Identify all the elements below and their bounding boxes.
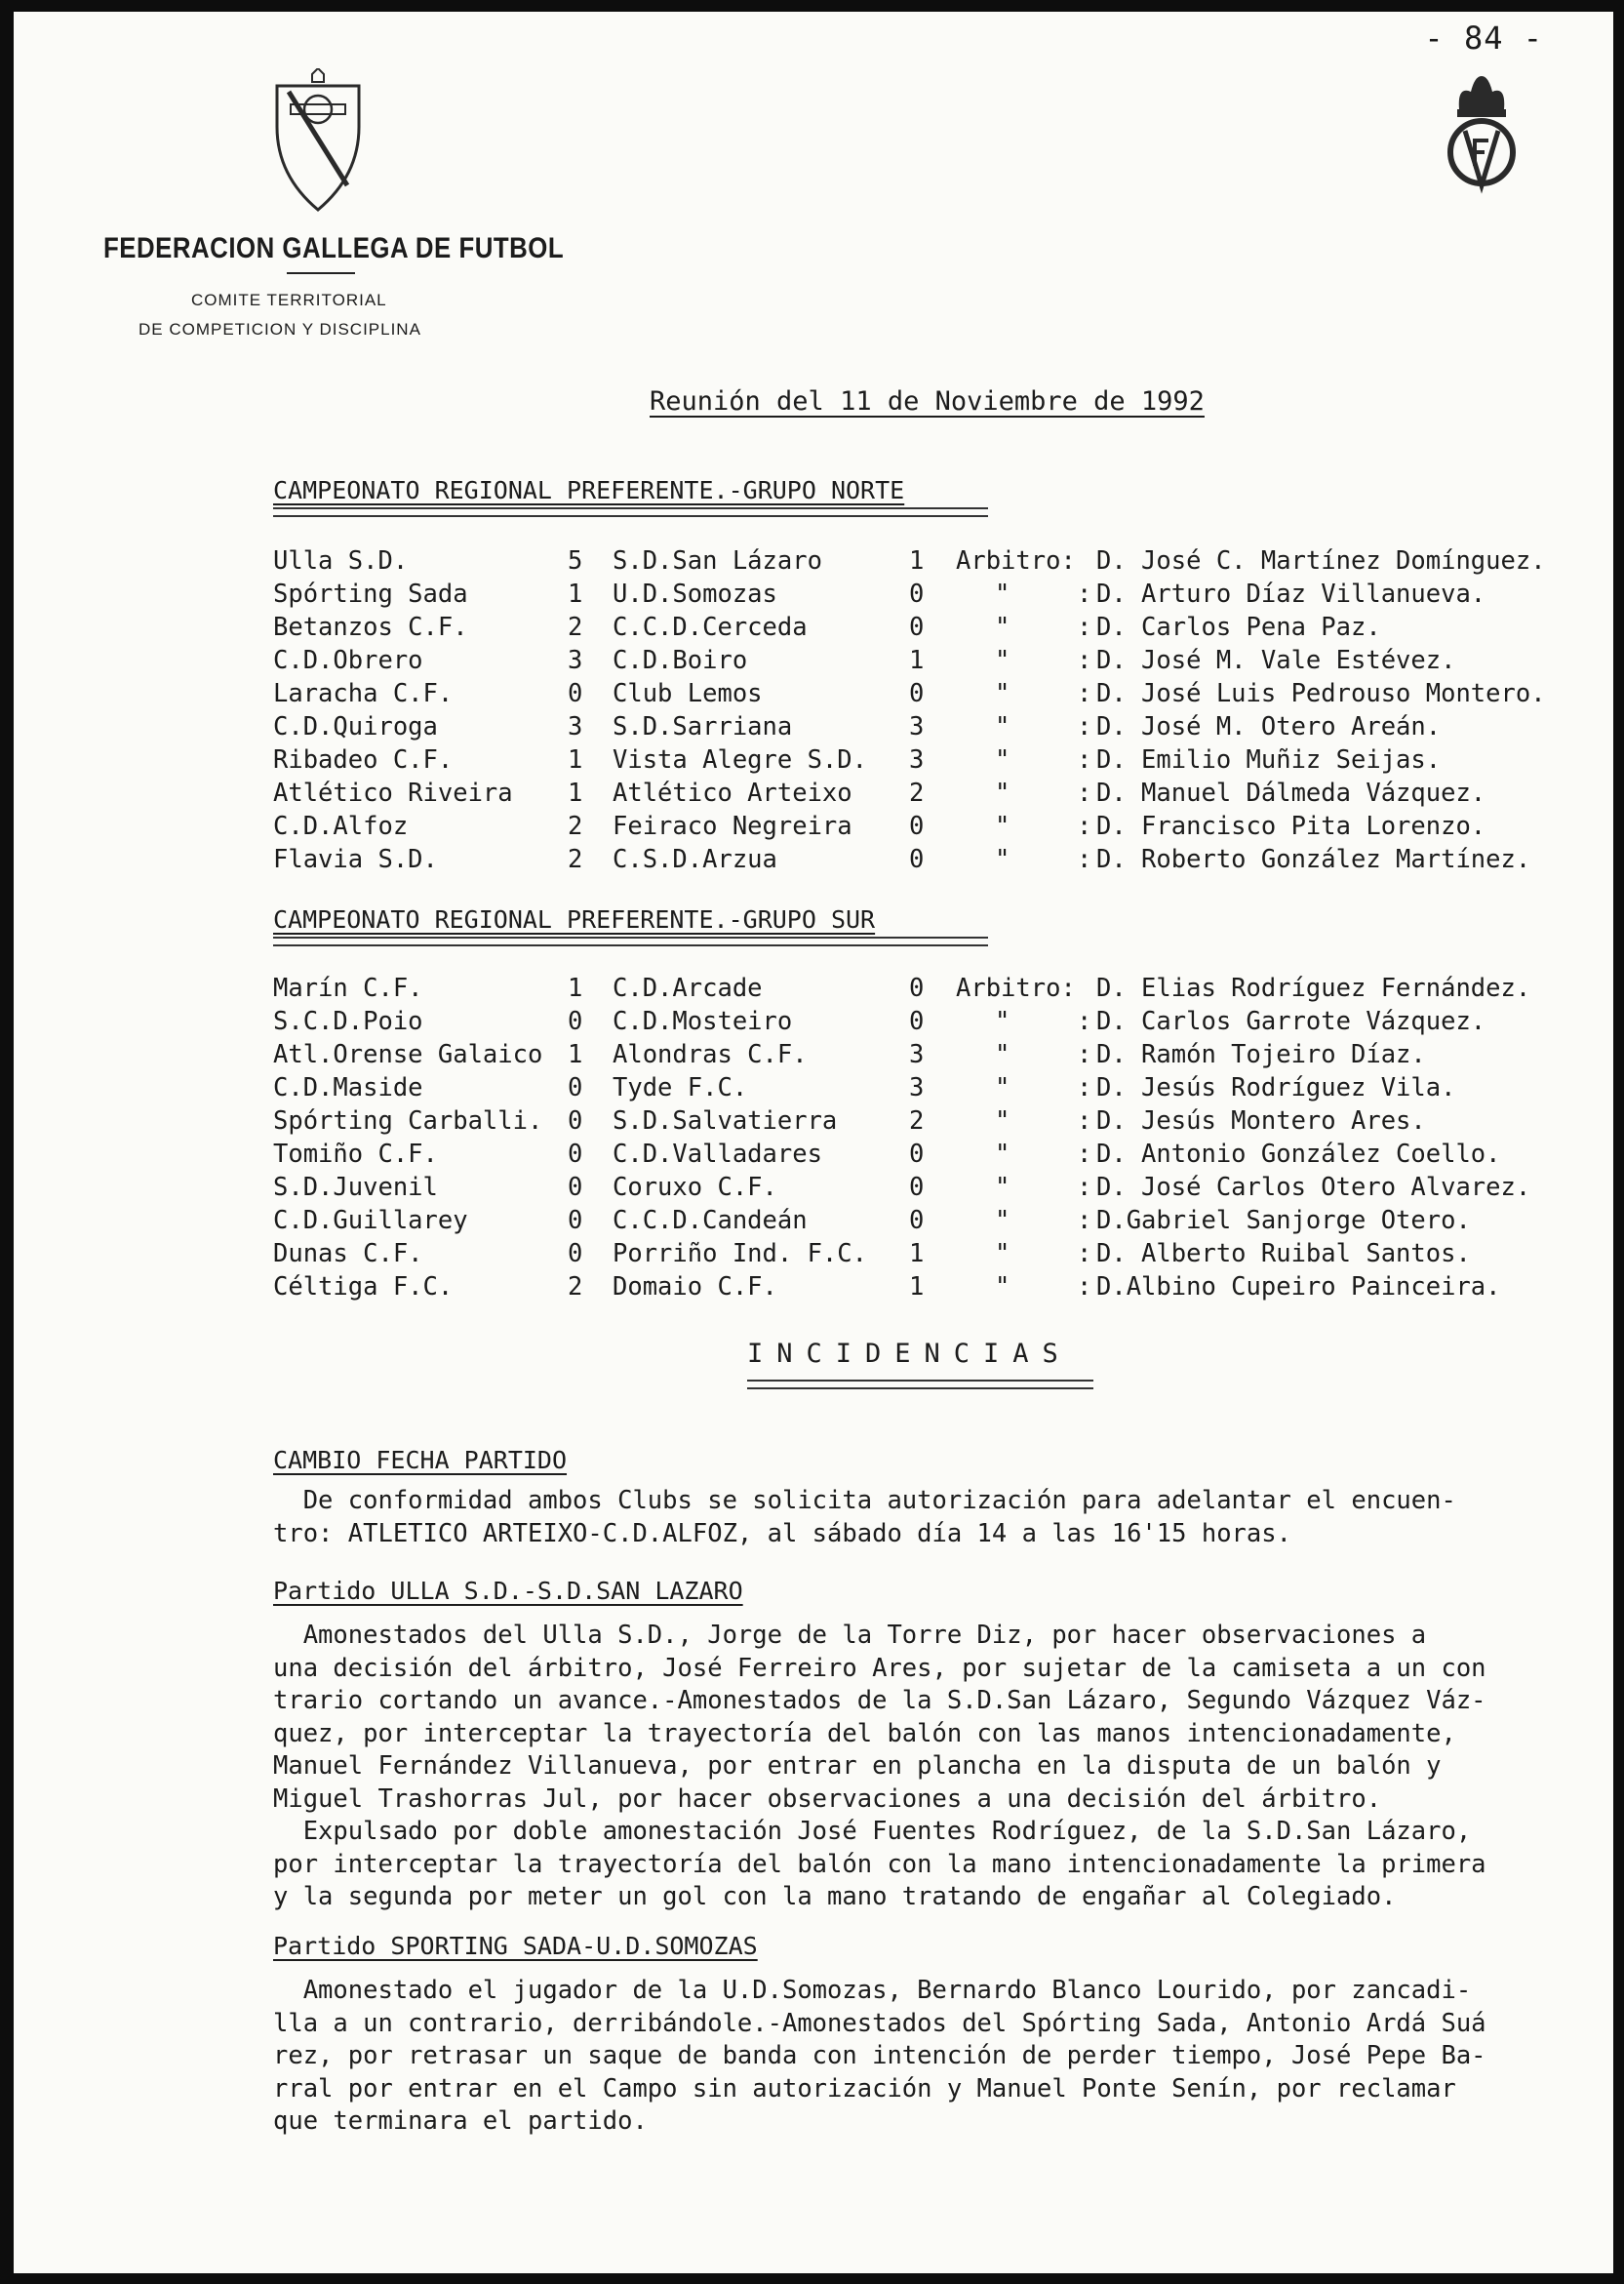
home-score: 1 <box>568 745 583 775</box>
away-team: Domaio C.F. <box>613 1272 777 1302</box>
section-rule-norte <box>273 507 988 517</box>
referee-name: D. Ramón Tojeiro Díaz. <box>1096 1040 1426 1069</box>
home-team: S.D.Juvenil <box>273 1173 438 1202</box>
referee-name: D. Jesús Rodríguez Vila. <box>1096 1073 1456 1102</box>
away-team: Porriño Ind. F.C. <box>613 1239 867 1268</box>
meeting-title: Reunión del 11 de Noviembre de 1992 <box>650 386 1205 417</box>
home-team: Céltiga F.C. <box>273 1272 454 1302</box>
home-team: C.D.Alfoz <box>273 812 409 841</box>
away-team: U.D.Somozas <box>613 580 777 609</box>
away-team: Coruxo C.F. <box>613 1173 777 1202</box>
referee-label: " <box>995 1272 1010 1302</box>
home-team: S.C.D.Poio <box>273 1007 423 1036</box>
home-score: 2 <box>568 1272 583 1302</box>
colon: : <box>1077 1073 1092 1102</box>
colon: : <box>1077 646 1092 675</box>
home-team: Atlético Riveira <box>273 779 513 808</box>
committee-line-1: COMITE TERRITORIAL <box>191 291 387 309</box>
home-score: 1 <box>568 974 583 1003</box>
away-score: 0 <box>909 613 925 642</box>
referee-name: D.Gabriel Sanjorge Otero. <box>1096 1206 1471 1235</box>
home-score: 0 <box>568 1239 583 1268</box>
home-score: 0 <box>568 1007 583 1036</box>
away-team: S.D.Salvatierra <box>613 1106 838 1136</box>
away-score: 3 <box>909 745 925 775</box>
referee-name: D.Albino Cupeiro Painceira. <box>1096 1272 1501 1302</box>
referee-name: D. José Luis Pedrouso Montero. <box>1096 679 1546 708</box>
home-score: 0 <box>568 1206 583 1235</box>
away-score: 0 <box>909 845 925 874</box>
home-team: Ulla S.D. <box>273 546 409 576</box>
incident-text-cambio-fecha: De conformidad ambos Clubs se solicita autorización para adelantar el encuen- tro: ATLETICO ARTEIXO-C.D.ALFOZ, al sábado día 14 a las 16'15 horas. <box>273 1486 1456 1548</box>
referee-label: " <box>995 646 1010 675</box>
referee-label: " <box>995 1206 1010 1235</box>
away-score: 1 <box>909 1239 925 1268</box>
referee-label: " <box>995 679 1010 708</box>
referee-name: D. Francisco Pita Lorenzo. <box>1096 812 1486 841</box>
section-rule-sur <box>273 937 988 946</box>
home-team: Atl.Orense Galaico <box>273 1040 543 1069</box>
home-score: 0 <box>568 1140 583 1169</box>
home-team: Spórting Sada <box>273 580 468 609</box>
referee-label: " <box>995 1040 1010 1069</box>
page-number: - 84 - <box>1424 20 1543 57</box>
home-score: 2 <box>568 845 583 874</box>
away-team: C.C.D.Cerceda <box>613 613 808 642</box>
away-team: S.D.San Lázaro <box>613 546 822 576</box>
colon: : <box>1077 812 1092 841</box>
referee-name: D. Arturo Díaz Villanueva. <box>1096 580 1486 609</box>
referee-name: D. Manuel Dálmeda Vázquez. <box>1096 779 1486 808</box>
away-score: 0 <box>909 580 925 609</box>
away-team: Club Lemos <box>613 679 763 708</box>
home-score: 0 <box>568 1073 583 1102</box>
colon: : <box>1077 1206 1092 1235</box>
colon: : <box>1077 679 1092 708</box>
home-score: 1 <box>568 779 583 808</box>
home-team: Spórting Carballi. <box>273 1106 543 1136</box>
away-team: C.C.D.Candeán <box>613 1206 808 1235</box>
away-score: 1 <box>909 546 925 576</box>
referee-label: " <box>995 712 1010 741</box>
referee-name: D. José C. Martínez Domínguez. <box>1096 546 1546 576</box>
referee-label: " <box>995 1173 1010 1202</box>
away-team: C.D.Arcade <box>613 974 763 1003</box>
colon: : <box>1077 580 1092 609</box>
crown-crest-logo <box>1438 70 1525 197</box>
referee-name: D. Jesús Montero Ares. <box>1096 1106 1426 1136</box>
referee-name: D. José M. Otero Areán. <box>1096 712 1442 741</box>
referee-name: D. Carlos Pena Paz. <box>1096 613 1381 642</box>
referee-label: " <box>995 1106 1010 1136</box>
referee-label: " <box>995 845 1010 874</box>
home-score: 1 <box>568 1040 583 1069</box>
home-team: Flavia S.D. <box>273 845 438 874</box>
colon: : <box>1077 1239 1092 1268</box>
home-score: 2 <box>568 613 583 642</box>
away-score: 0 <box>909 1206 925 1235</box>
colon: : <box>1077 779 1092 808</box>
home-team: C.D.Maside <box>273 1073 423 1102</box>
away-score: 0 <box>909 812 925 841</box>
away-score: 1 <box>909 1272 925 1302</box>
away-score: 0 <box>909 1140 925 1169</box>
home-team: Ribadeo C.F. <box>273 745 454 775</box>
incident-heading-ulla-sanlazaro: Partido ULLA S.D.-S.D.SAN LAZARO <box>273 1577 743 1605</box>
referee-name: D. José M. Vale Estévez. <box>1096 646 1456 675</box>
away-score: 3 <box>909 1073 925 1102</box>
away-score: 1 <box>909 646 925 675</box>
referee-label: " <box>995 745 1010 775</box>
home-team: C.D.Obrero <box>273 646 423 675</box>
referee-name: D. Roberto González Martínez. <box>1096 845 1531 874</box>
federation-name: FEDERACION GALLEGA DE FUTBOL <box>103 232 565 264</box>
away-team: Vista Alegre S.D. <box>613 745 867 775</box>
referee-name: D. José Carlos Otero Alvarez. <box>1096 1173 1531 1202</box>
colon: : <box>1077 712 1092 741</box>
home-score: 0 <box>568 1106 583 1136</box>
colon: : <box>1077 613 1092 642</box>
referee-label: " <box>995 580 1010 609</box>
referee-name: D. Antonio González Coello. <box>1096 1140 1501 1169</box>
away-team: Tyde F.C. <box>613 1073 748 1102</box>
referee-label: " <box>995 1007 1010 1036</box>
home-score: 0 <box>568 1173 583 1202</box>
colon: : <box>1077 1007 1092 1036</box>
home-score: 1 <box>568 580 583 609</box>
section-title-sur: CAMPEONATO REGIONAL PREFERENTE.-GRUPO SUR <box>273 905 876 934</box>
home-team: C.D.Quiroga <box>273 712 438 741</box>
federation-shield-logo <box>269 68 367 215</box>
away-score: 0 <box>909 1007 925 1036</box>
away-team: C.D.Boiro <box>613 646 748 675</box>
home-team: C.D.Guillarey <box>273 1206 468 1235</box>
document-page <box>14 12 1613 2273</box>
home-score: 3 <box>568 646 583 675</box>
home-score: 5 <box>568 546 583 576</box>
referee-name: D. Alberto Ruibal Santos. <box>1096 1239 1471 1268</box>
colon: : <box>1077 1173 1092 1202</box>
home-team: Laracha C.F. <box>273 679 454 708</box>
incident-text-sporting-somozas: Amonestado el jugador de la U.D.Somozas, Bernardo Blanco Lourido, por zancadi- lla a un contrario, derribándole.-Amonestados del Spórting Sada, Antonio Ardá Suá rez, por retrasar un saque de banda con intención de perder tiempo, José Pepe Ba- rral por entrar en el Campo sin autorización y Manuel Ponte Senín, por reclamar que terminara el partido. <box>273 1976 1486 2136</box>
home-score: 2 <box>568 812 583 841</box>
away-team: C.D.Valladares <box>613 1140 822 1169</box>
colon: : <box>1077 1272 1092 1302</box>
away-score: 2 <box>909 1106 925 1136</box>
incident-text-ulla-sanlazaro: Amonestados del Ulla S.D., Jorge de la Torre Diz, por hacer observaciones a una decisión del árbitro, José Ferreiro Ares, por sujetar de la camiseta a un con trario cortando un avance.-Amonestados de la S.D.San Lázaro, Segundo Vázquez Váz- quez, por interceptar la trayectoría del balón con las manos intencionadamente, Manuel Fernández Villanueva, por entrar en plancha en la disputa de un balón y Miguel Trashorras Jul, por hacer observaciones a una decisión del árbitro. Expulsado por doble amonestación José Fuentes Rodríguez, de la S.D.San Lázaro, por interceptar la trayectoría del balón con la mano intencionadamente la primera y la segunda por meter un gol con la mano tratando de engañar al Colegiado. <box>273 1621 1486 1911</box>
referee-name: D. Carlos Garrote Vázquez. <box>1096 1007 1486 1036</box>
home-score: 0 <box>568 679 583 708</box>
home-team: Betanzos C.F. <box>273 613 468 642</box>
home-score: 3 <box>568 712 583 741</box>
referee-label: Arbitro: <box>956 546 1076 576</box>
away-team: Feiraco Negreira <box>613 812 852 841</box>
away-team: C.D.Mosteiro <box>613 1007 793 1036</box>
referee-label: " <box>995 1140 1010 1169</box>
referee-label: " <box>995 1239 1010 1268</box>
colon: : <box>1077 1140 1092 1169</box>
away-score: 3 <box>909 1040 925 1069</box>
away-team: C.S.D.Arzua <box>613 845 777 874</box>
away-team: Atlético Arteixo <box>613 779 852 808</box>
section-title-norte: CAMPEONATO REGIONAL PREFERENTE.-GRUPO NORTE <box>273 476 905 504</box>
referee-label: Arbitro: <box>956 974 1076 1003</box>
colon: : <box>1077 845 1092 874</box>
away-score: 0 <box>909 974 925 1003</box>
colon: : <box>1077 745 1092 775</box>
incidencias-rule <box>747 1380 1093 1389</box>
away-team: Alondras C.F. <box>613 1040 808 1069</box>
incidencias-title: INCIDENCIAS <box>747 1339 1072 1369</box>
away-team: S.D.Sarriana <box>613 712 793 741</box>
colon: : <box>1077 1040 1092 1069</box>
referee-label: " <box>995 613 1010 642</box>
away-score: 2 <box>909 779 925 808</box>
committee-line-2: DE COMPETICION Y DISCIPLINA <box>139 320 421 339</box>
away-score: 0 <box>909 679 925 708</box>
referee-label: " <box>995 779 1010 808</box>
incident-heading-cambio-fecha: CAMBIO FECHA PARTIDO <box>273 1446 568 1474</box>
away-score: 0 <box>909 1173 925 1202</box>
home-team: Marín C.F. <box>273 974 423 1003</box>
home-team: Dunas C.F. <box>273 1239 423 1268</box>
incident-heading-sporting-somozas: Partido SPORTING SADA-U.D.SOMOZAS <box>273 1932 758 1960</box>
colon: : <box>1077 1106 1092 1136</box>
referee-name: D. Elias Rodríguez Fernández. <box>1096 974 1531 1003</box>
referee-label: " <box>995 1073 1010 1102</box>
home-team: Tomiño C.F. <box>273 1140 438 1169</box>
away-score: 3 <box>909 712 925 741</box>
referee-name: D. Emilio Muñiz Seijas. <box>1096 745 1442 775</box>
referee-label: " <box>995 812 1010 841</box>
federation-divider <box>287 272 355 274</box>
